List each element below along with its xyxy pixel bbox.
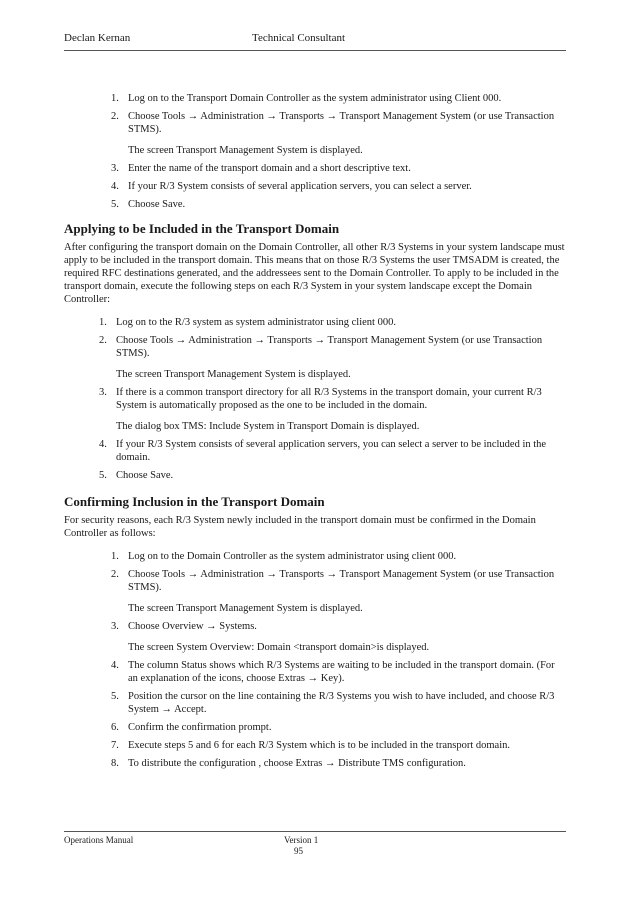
intro-step-list xyxy=(64,92,566,211)
page-header xyxy=(64,32,566,51)
list-item xyxy=(64,162,566,175)
section-applying-paragraph: After configuring the transport domain on the Domain Controller, all other R/3 Systems in your system landscape must apply to be included in the transport domain. This means that on those R/3 Systems the user TMSADM is created, the required RFC destinations generated, and the addressees sent to the Domain Controller. To apply to be included in the transport domain, execute the following steps on each R/3 System in your system landscape except the Domain Controller: xyxy=(64,242,565,305)
list-item xyxy=(64,568,566,615)
list-item xyxy=(64,757,566,770)
step-text: Choose Save. xyxy=(128,199,186,210)
step-number: 1. xyxy=(111,93,119,104)
step-text: Confirm the confirmation prompt. xyxy=(128,722,272,733)
step-note: The screen Transport Management System is displayed. xyxy=(128,603,363,614)
step-number: 4. xyxy=(99,439,107,450)
footer-version: Version 1 xyxy=(284,835,319,845)
step-number: 3. xyxy=(111,621,119,632)
step-text: Choose Tools → Administration → Transports → Transport Management System (or use Transaction STMS). xyxy=(116,335,543,359)
list-item xyxy=(64,739,566,752)
step-number: 2. xyxy=(99,335,107,346)
step-number: 2. xyxy=(111,569,119,580)
step-note: The screen Transport Management System is displayed. xyxy=(128,145,363,156)
step-number: 5. xyxy=(99,470,107,481)
step-number: 5. xyxy=(111,691,119,702)
list-item xyxy=(64,198,566,211)
step-text: If there is a common transport directory for all R/3 Systems in the transport domain, your current R/3 System is automatically proposed as the one to be included in the domain. xyxy=(116,387,542,411)
step-text: Choose Save. xyxy=(116,470,174,481)
section-confirming-paragraph: For security reasons, each R/3 System newly included in the transport domain must be confirmed in the Domain Controller as follows: xyxy=(64,515,536,539)
section-confirming-heading: Confirming Inclusion in the Transport Domain xyxy=(64,494,325,509)
list-item xyxy=(64,334,566,381)
header-author: Declan Kernan xyxy=(64,32,131,44)
list-item xyxy=(64,316,566,329)
step-text: Execute steps 5 and 6 for each R/3 System which is to be included in the transport domain. xyxy=(128,740,510,751)
step-text: Log on to the R/3 system as system administrator using client 000. xyxy=(116,317,396,328)
step-text: Log on to the Domain Controller as the system administrator using client 000. xyxy=(128,551,457,562)
step-number: 3. xyxy=(111,163,119,174)
footer-manual-title: Operations Manual xyxy=(64,835,134,845)
step-text: Position the cursor on the line containing the R/3 Systems you wish to have included, and choose R/3 System → Accept. xyxy=(128,691,555,715)
step-text: Enter the name of the transport domain and a short descriptive text. xyxy=(128,163,411,174)
list-item xyxy=(64,659,566,685)
step-text: To distribute the configuration , choose Extras → Distribute TMS configuration. xyxy=(128,758,466,769)
step-number: 1. xyxy=(111,551,119,562)
step-number: 8. xyxy=(111,758,119,769)
step-text: If your R/3 System consists of several application servers, you can select a server. xyxy=(128,181,472,192)
section-confirming-step-list xyxy=(64,550,566,770)
step-text: Choose Overview → Systems. xyxy=(128,621,257,632)
step-text: The column Status shows which R/3 Systems are waiting to be included in the transport domain. (For an explanation of the icons, choose Extras → Key). xyxy=(128,660,555,684)
step-number: 3. xyxy=(99,387,107,398)
list-item xyxy=(64,438,566,464)
step-number: 5. xyxy=(111,199,119,210)
step-note: The screen System Overview: Domain <transport domain>is displayed. xyxy=(128,642,430,653)
list-item xyxy=(64,469,566,482)
step-number: 2. xyxy=(111,111,119,122)
section-applying-heading: Applying to be Included in the Transport Domain xyxy=(64,221,340,236)
page-footer xyxy=(64,831,566,856)
list-item xyxy=(64,550,566,563)
step-number: 7. xyxy=(111,740,119,751)
step-note: The screen Transport Management System is displayed. xyxy=(116,369,351,380)
step-number: 1. xyxy=(99,317,107,328)
step-note: The dialog box TMS: Include System in Transport Domain is displayed. xyxy=(116,421,420,432)
list-item xyxy=(64,92,566,105)
step-text: Choose Tools → Administration → Transports → Transport Management System (or use Transaction STMS). xyxy=(128,569,555,593)
section-applying-step-list xyxy=(64,316,566,482)
step-text: If your R/3 System consists of several application servers, you can select a server to be included in the domain. xyxy=(116,439,547,463)
list-item xyxy=(64,690,566,716)
step-number: 4. xyxy=(111,660,119,671)
step-text: Choose Tools → Administration → Transports → Transport Management System (or use Transaction STMS). xyxy=(128,111,555,135)
list-item xyxy=(64,386,566,433)
section-confirming xyxy=(64,494,566,770)
section-applying xyxy=(64,221,566,482)
step-number: 6. xyxy=(111,722,119,733)
list-item xyxy=(64,620,566,654)
header-title: Technical Consultant xyxy=(252,32,346,44)
page-content xyxy=(64,92,566,775)
footer-page-number: 95 xyxy=(294,846,303,856)
list-item xyxy=(64,110,566,157)
list-item xyxy=(64,180,566,193)
step-text: Log on to the Transport Domain Controller as the system administrator using Client 000. xyxy=(128,93,502,104)
step-number: 4. xyxy=(111,181,119,192)
list-item xyxy=(64,721,566,734)
